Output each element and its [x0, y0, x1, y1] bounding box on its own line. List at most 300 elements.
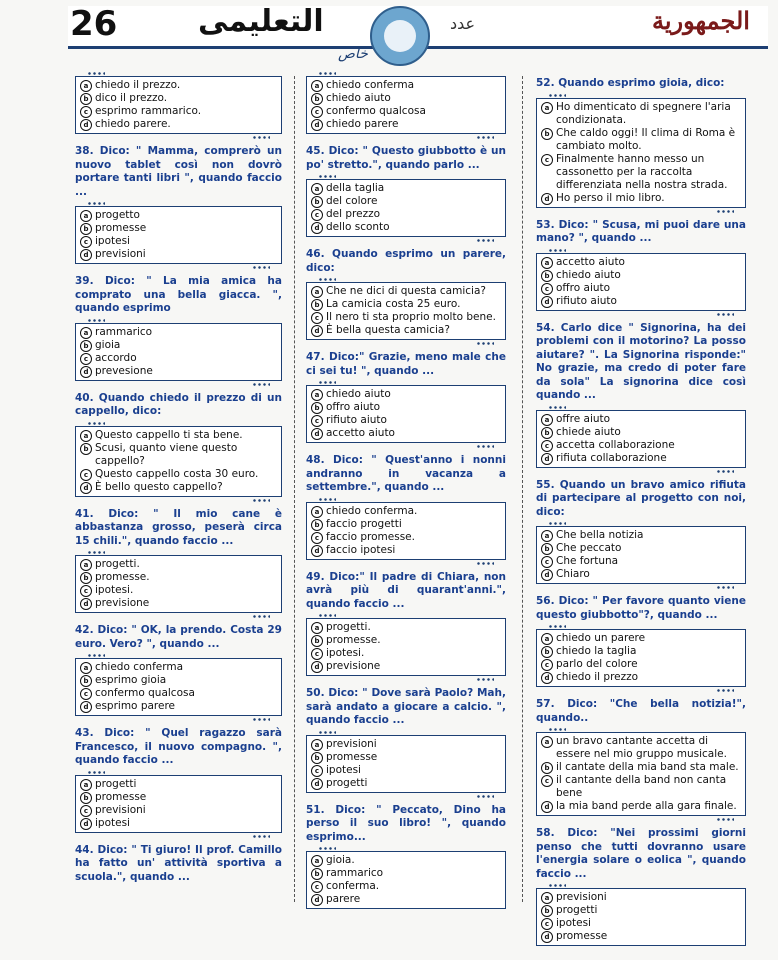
- option-text: offre aiuto: [556, 412, 611, 425]
- option-text: promesse: [326, 750, 378, 763]
- column-3: [536, 72, 746, 948]
- option-letter-icon: b: [80, 792, 92, 804]
- option-letter-icon: d: [541, 672, 553, 684]
- answer-option[interactable]: [311, 634, 501, 647]
- option-text: il cantate della mia band sta male.: [556, 761, 739, 773]
- question-text: 56. Dico: " Per favore quanto viene questo giubbotto"?, quando ...: [536, 595, 746, 621]
- options-box: [536, 629, 746, 687]
- answer-option[interactable]: [541, 568, 741, 581]
- question-text: 55. Quando un bravo amico rifiuta di partecipare al progetto con noi, dico:: [536, 478, 746, 518]
- options-box: [306, 851, 506, 909]
- option-letter-icon: d: [80, 366, 92, 378]
- option-letter-icon: b: [541, 905, 553, 917]
- option-text: chiedo aiuto: [556, 268, 621, 281]
- option-text: Finalmente hanno messo un cassonetto per la raccolta differenziata nella nostra strada.: [556, 152, 728, 191]
- answer-option[interactable]: [541, 904, 741, 917]
- answer-option[interactable]: [311, 208, 501, 221]
- option-letter-icon: d: [541, 569, 553, 581]
- option-letter-icon: c: [311, 106, 323, 118]
- option-letter-icon: c: [311, 209, 323, 221]
- answer-option[interactable]: [541, 127, 741, 153]
- option-text: Ho dimenticato di spegnere l'aria condizionata.: [556, 100, 731, 126]
- separator-dots: [306, 795, 506, 799]
- options-box: [306, 502, 506, 560]
- answer-option[interactable]: [541, 632, 741, 645]
- answer-option[interactable]: [311, 414, 501, 427]
- question-text: 58. Dico: "Nei prossimi giorni penso che tutti dovranno usare l'energia solare o eolica ", quando faccio ...: [536, 827, 746, 880]
- answer-option[interactable]: [311, 298, 501, 311]
- option-letter-icon: d: [80, 701, 92, 713]
- option-letter-icon: b: [541, 646, 553, 658]
- question-text: 50. Dico: " Dove sarà Paolo? Mah, sarà andato a giocare a calcio. ", quando faccio ...: [306, 687, 506, 726]
- option-letter-icon: d: [541, 801, 553, 813]
- option-text: faccio promesse.: [326, 530, 415, 543]
- answer-option[interactable]: [80, 804, 277, 817]
- answer-option[interactable]: [80, 79, 277, 92]
- option-text: previsioni: [326, 737, 377, 750]
- answer-option[interactable]: [80, 118, 277, 131]
- option-letter-icon: b: [80, 340, 92, 352]
- option-letter-icon: d: [541, 453, 553, 465]
- newspaper-brand: الجمهورية: [652, 6, 750, 35]
- option-text: progetti.: [326, 621, 371, 633]
- option-text: Che bella notizia: [556, 529, 644, 541]
- answer-option[interactable]: [541, 658, 741, 671]
- question-text: 51. Dico: " Peccato, Dino ha perso il suo libro! ", quando esprimo...: [306, 803, 506, 843]
- answer-option[interactable]: [80, 429, 277, 442]
- answer-option[interactable]: [541, 269, 741, 282]
- option-text: Ho perso il mio libro.: [556, 191, 665, 204]
- option-text: chiedo parere: [326, 118, 399, 130]
- answer-option[interactable]: [541, 101, 741, 127]
- separator-dots: [75, 266, 282, 270]
- option-letter-icon: c: [80, 688, 92, 700]
- answer-option[interactable]: [311, 105, 501, 118]
- answer-option[interactable]: [80, 105, 277, 118]
- option-letter-icon: a: [80, 210, 92, 222]
- option-letter-icon: b: [541, 427, 553, 439]
- page-number: 26: [70, 4, 118, 44]
- answer-option[interactable]: [311, 621, 501, 634]
- question-text: 41. Dico: " Il mio cane è abbastanza grosso, peserà circa 15 chili.", quando faccio ...: [75, 507, 282, 547]
- option-letter-icon: b: [311, 868, 323, 880]
- option-text: ipotesi: [95, 235, 130, 247]
- option-letter-icon: c: [80, 353, 92, 365]
- option-text: progetto: [95, 209, 140, 221]
- answer-option[interactable]: [80, 481, 277, 494]
- separator-dots: [75, 615, 282, 619]
- answer-option[interactable]: [80, 558, 277, 571]
- options-box: [306, 179, 506, 237]
- option-text: chiedo un parere: [556, 632, 646, 644]
- option-text: promesse.: [326, 634, 381, 646]
- column-2: [306, 72, 506, 911]
- option-letter-icon: b: [80, 572, 92, 584]
- option-text: previsioni: [95, 803, 146, 816]
- emblem-logo: [370, 6, 430, 66]
- answer-option[interactable]: [311, 764, 501, 777]
- option-letter-icon: d: [80, 818, 92, 830]
- option-letter-icon: d: [541, 296, 553, 308]
- option-letter-icon: c: [311, 532, 323, 544]
- option-text: gioia: [95, 338, 121, 351]
- question-text: 57. Dico: "Che bella notizia!", quando..: [536, 698, 746, 724]
- option-letter-icon: a: [541, 102, 553, 114]
- answer-option[interactable]: [311, 388, 501, 401]
- separator-dots: [75, 499, 282, 503]
- answer-option[interactable]: [541, 800, 741, 813]
- options-box: [536, 888, 746, 946]
- option-letter-icon: a: [80, 559, 92, 571]
- option-text: faccio progetti: [326, 517, 402, 530]
- option-letter-icon: b: [311, 93, 323, 105]
- option-text: dico il prezzo.: [95, 92, 168, 104]
- option-text: rammarico: [95, 325, 153, 338]
- question-text: 48. Dico: " Quest'anno i nonni andranno in vacanza a settembre.", quando ...: [306, 454, 506, 493]
- answer-option[interactable]: [311, 505, 501, 518]
- option-letter-icon: b: [541, 543, 553, 555]
- option-letter-icon: c: [541, 918, 553, 930]
- answer-option[interactable]: [311, 324, 501, 337]
- separator-dots: [536, 689, 746, 693]
- option-letter-icon: d: [311, 545, 323, 557]
- option-letter-icon: d: [311, 661, 323, 673]
- answer-option[interactable]: [80, 571, 277, 584]
- option-letter-icon: c: [311, 415, 323, 427]
- answer-option[interactable]: [311, 285, 501, 298]
- option-letter-icon: d: [80, 482, 92, 494]
- option-letter-icon: c: [80, 585, 92, 597]
- options-box: [306, 282, 506, 340]
- option-text: gioia.: [326, 854, 355, 866]
- option-text: dello sconto: [326, 221, 390, 233]
- answer-option[interactable]: [311, 311, 501, 324]
- options-box: [306, 735, 506, 793]
- option-letter-icon: b: [541, 270, 553, 282]
- option-letter-icon: b: [311, 299, 323, 311]
- option-text: previsioni: [556, 891, 607, 903]
- option-text: promesse: [95, 222, 147, 234]
- option-letter-icon: a: [80, 662, 92, 674]
- option-text: esprimo rammarico.: [95, 105, 202, 117]
- answer-option[interactable]: [311, 195, 501, 208]
- answer-option[interactable]: [541, 529, 741, 542]
- option-letter-icon: c: [80, 469, 92, 481]
- option-text: Questo cappello ti sta bene.: [95, 428, 243, 441]
- option-text: ipotesi.: [326, 647, 365, 659]
- option-letter-icon: a: [311, 739, 323, 751]
- answer-option[interactable]: [311, 182, 501, 195]
- answer-option[interactable]: [80, 597, 277, 610]
- answer-option[interactable]: [80, 674, 277, 687]
- option-letter-icon: c: [311, 881, 323, 893]
- answer-option[interactable]: [80, 222, 277, 235]
- answer-option[interactable]: [80, 92, 277, 105]
- options-box: [536, 253, 746, 311]
- option-text: Scusi, quanto viene questo cappello?: [95, 441, 238, 467]
- option-letter-icon: d: [80, 598, 92, 610]
- option-letter-icon: a: [541, 633, 553, 645]
- answer-option[interactable]: [541, 295, 741, 308]
- page-header: [68, 4, 768, 62]
- answer-option[interactable]: [80, 365, 277, 378]
- question-text: 53. Dico: " Scusa, mi puoi dare una mano? ", quando ...: [536, 218, 746, 244]
- option-text: promesse: [556, 930, 608, 942]
- answer-option[interactable]: [541, 930, 741, 943]
- answer-option[interactable]: [80, 687, 277, 700]
- answer-option[interactable]: [541, 555, 741, 568]
- separator-dots: [306, 445, 506, 449]
- option-letter-icon: b: [311, 402, 323, 414]
- answer-option[interactable]: [80, 778, 277, 791]
- answer-option[interactable]: [311, 867, 501, 880]
- question-text: 45. Dico: " Questo giubbotto è un po' stretto.", quando parlo ...: [306, 145, 506, 171]
- option-text: accetto aiuto: [556, 255, 625, 268]
- answer-option[interactable]: [541, 774, 741, 800]
- option-letter-icon: c: [311, 765, 323, 777]
- option-letter-icon: d: [80, 119, 92, 131]
- option-letter-icon: a: [541, 257, 553, 269]
- answer-option[interactable]: [541, 671, 741, 684]
- question-text: 54. Carlo dice " Signorina, ha dei problemi con il motorino? La posso aiutare? ". La Signorina risponde:" No grazie, ma credo di poter fare da sola" La signorina dice così quando ...: [536, 321, 746, 401]
- answer-option[interactable]: [311, 544, 501, 557]
- answer-option[interactable]: [541, 645, 741, 658]
- option-letter-icon: b: [80, 443, 92, 455]
- answer-option[interactable]: [311, 427, 501, 440]
- answer-option[interactable]: [541, 735, 741, 761]
- answer-option[interactable]: [541, 192, 741, 205]
- option-letter-icon: a: [541, 530, 553, 542]
- option-text: progetti: [95, 777, 137, 790]
- answer-option[interactable]: [541, 153, 741, 192]
- option-text: chiedo aiuto: [326, 388, 391, 400]
- options-box: [306, 618, 506, 676]
- separator-dots: [306, 342, 506, 346]
- option-text: confermo qualcosa: [326, 105, 426, 117]
- separator-dots: [75, 383, 282, 387]
- option-text: chiedo la taglia: [556, 645, 637, 657]
- option-letter-icon: a: [311, 622, 323, 634]
- options-box: [536, 98, 746, 208]
- answer-option[interactable]: [541, 256, 741, 269]
- special-label: خاص: [338, 46, 368, 62]
- option-letter-icon: c: [311, 648, 323, 660]
- answer-option[interactable]: [311, 738, 501, 751]
- option-text: un bravo cantante accetta di essere nel mio gruppo musicale.: [556, 735, 727, 760]
- question-text: 42. Dico: " OK, la prendo. Costa 29 euro. Vero? ", quando ...: [75, 624, 282, 650]
- option-text: Questo cappello costa 30 euro.: [95, 467, 259, 480]
- options-box: [75, 323, 282, 381]
- separator-dots: [536, 470, 746, 474]
- option-letter-icon: c: [541, 154, 553, 166]
- answer-option[interactable]: [311, 401, 501, 414]
- options-box: [75, 206, 282, 264]
- option-text: rifiuto aiuto: [326, 414, 387, 426]
- answer-option[interactable]: [80, 352, 277, 365]
- separator-dots: [75, 835, 282, 839]
- emblem-inner: [384, 20, 416, 52]
- separator-dots: [536, 210, 746, 214]
- option-text: del colore: [326, 195, 378, 207]
- option-text: chiedo parere.: [95, 118, 171, 130]
- answer-option[interactable]: [311, 118, 501, 131]
- answer-option[interactable]: [541, 413, 741, 426]
- answer-option[interactable]: [311, 647, 501, 660]
- options-box: [306, 76, 506, 134]
- option-text: progetti: [326, 776, 368, 789]
- question-text: 47. Dico:" Grazie, meno male che ci sei tu! ", quando ...: [306, 351, 506, 377]
- answer-option[interactable]: [311, 660, 501, 673]
- option-text: ipotesi: [326, 763, 361, 776]
- option-letter-icon: b: [80, 675, 92, 687]
- answer-option[interactable]: [541, 761, 741, 774]
- section-title: التعليمى: [198, 4, 324, 39]
- answer-option[interactable]: [80, 584, 277, 597]
- option-text: offro aiuto: [326, 401, 381, 413]
- options-box: [75, 426, 282, 497]
- option-text: Che caldo oggi! Il clima di Roma è cambiato molto.: [556, 126, 736, 152]
- option-letter-icon: b: [311, 752, 323, 764]
- option-letter-icon: a: [311, 855, 323, 867]
- option-letter-icon: a: [311, 389, 323, 401]
- option-letter-icon: c: [541, 283, 553, 295]
- option-text: ipotesi: [556, 917, 591, 929]
- option-text: confermo qualcosa: [95, 687, 195, 699]
- answer-option[interactable]: [311, 880, 501, 893]
- option-text: È bella questa camicia?: [326, 324, 450, 336]
- option-text: chiedo il prezzo.: [95, 79, 181, 91]
- answer-option[interactable]: [80, 442, 277, 468]
- answer-option[interactable]: [541, 452, 741, 465]
- answer-option[interactable]: [311, 777, 501, 790]
- answer-option[interactable]: [80, 700, 277, 713]
- separator-dots: [75, 136, 282, 140]
- option-text: Che peccato: [556, 542, 622, 554]
- option-text: rammarico: [326, 867, 384, 879]
- answer-option[interactable]: [541, 426, 741, 439]
- option-letter-icon: d: [80, 249, 92, 261]
- question-text: 43. Dico: " Quel ragazzo sarà Francesco, il nuovo compagno. ", quando faccio ...: [75, 727, 282, 766]
- option-text: chiedo conferma.: [326, 504, 418, 517]
- answer-option[interactable]: [311, 531, 501, 544]
- option-letter-icon: d: [311, 894, 323, 906]
- option-text: Il nero ti sta proprio molto bene.: [326, 311, 496, 323]
- answer-option[interactable]: [80, 248, 277, 261]
- option-text: della taglia: [326, 182, 385, 194]
- options-box: [75, 76, 282, 134]
- option-text: parere: [326, 893, 361, 905]
- option-letter-icon: a: [541, 736, 553, 748]
- answer-option[interactable]: [311, 92, 501, 105]
- separator-dots: [306, 562, 506, 566]
- option-text: previsioni: [95, 248, 146, 260]
- answer-option[interactable]: [311, 893, 501, 906]
- separator-dots: [75, 718, 282, 722]
- option-letter-icon: d: [311, 428, 323, 440]
- option-text: esprimo parere: [95, 700, 176, 712]
- option-text: chiedo aiuto: [326, 92, 391, 104]
- option-letter-icon: d: [311, 222, 323, 234]
- options-box: [536, 410, 746, 468]
- option-text: conferma.: [326, 880, 380, 892]
- answer-option[interactable]: [311, 221, 501, 234]
- answer-option[interactable]: [541, 282, 741, 295]
- option-letter-icon: a: [80, 327, 92, 339]
- option-text: chiedo conferma: [95, 661, 184, 673]
- question-text: 52. Quando esprimo gioia, dico:: [536, 77, 725, 89]
- options-box: [75, 775, 282, 833]
- option-text: del prezzo: [326, 208, 381, 220]
- answer-option[interactable]: [541, 917, 741, 930]
- answer-option[interactable]: [311, 751, 501, 764]
- answer-option[interactable]: [311, 518, 501, 531]
- question-text: 40. Quando chiedo il prezzo di un cappello, dico:: [75, 391, 282, 417]
- option-letter-icon: c: [541, 659, 553, 671]
- answer-option[interactable]: [541, 439, 741, 452]
- answer-option[interactable]: [541, 542, 741, 555]
- option-text: previsione: [326, 660, 381, 672]
- column-divider: [294, 76, 295, 902]
- option-text: ipotesi: [95, 816, 130, 829]
- answer-option[interactable]: [80, 661, 277, 674]
- options-box: [536, 732, 746, 816]
- option-text: ipotesi.: [95, 584, 134, 596]
- option-text: chiedo il prezzo: [556, 671, 639, 683]
- option-letter-icon: b: [541, 762, 553, 774]
- option-text: accetta collaborazione: [556, 438, 675, 451]
- answer-option[interactable]: [80, 468, 277, 481]
- question-text: 44. Dico: " Ti giuro! Il prof. Camillo ha fatto un' attività sportiva a scuola.", quando ...: [75, 843, 282, 883]
- answer-option[interactable]: [80, 339, 277, 352]
- option-letter-icon: c: [80, 236, 92, 248]
- option-text: accordo: [95, 351, 137, 364]
- column-divider: [522, 76, 523, 902]
- option-letter-icon: c: [541, 440, 553, 452]
- option-text: faccio ipotesi: [326, 543, 396, 556]
- answer-option[interactable]: [311, 854, 501, 867]
- option-letter-icon: c: [311, 312, 323, 324]
- option-letter-icon: c: [541, 775, 553, 787]
- option-letter-icon: a: [311, 80, 323, 92]
- answer-option[interactable]: [80, 209, 277, 222]
- answer-option[interactable]: [80, 326, 277, 339]
- option-text: Che ne dici di questa camicia?: [326, 285, 486, 297]
- answer-option[interactable]: [311, 79, 501, 92]
- answer-option[interactable]: [80, 791, 277, 804]
- option-letter-icon: b: [311, 635, 323, 647]
- option-letter-icon: a: [80, 80, 92, 92]
- answer-option[interactable]: [80, 817, 277, 830]
- option-text: parlo del colore: [556, 658, 638, 670]
- option-letter-icon: d: [311, 325, 323, 337]
- options-box: [536, 526, 746, 584]
- option-letter-icon: b: [80, 223, 92, 235]
- option-letter-icon: c: [541, 556, 553, 568]
- option-text: Chiaro: [556, 568, 590, 580]
- option-text: promesse: [95, 790, 147, 803]
- issue-label: عدد: [450, 14, 476, 33]
- separator-dots: [306, 136, 506, 140]
- option-text: promesse.: [95, 571, 150, 583]
- separator-dots: [306, 239, 506, 243]
- answer-option[interactable]: [80, 235, 277, 248]
- option-text: È bello questo cappello?: [95, 480, 223, 493]
- option-letter-icon: a: [80, 779, 92, 791]
- option-letter-icon: a: [80, 430, 92, 442]
- question-text: 49. Dico:" Il padre di Chiara, non avrà più di quarant'anni.", quando faccio ...: [306, 570, 506, 610]
- option-text: offro aiuto: [556, 281, 611, 294]
- answer-option[interactable]: [541, 891, 741, 904]
